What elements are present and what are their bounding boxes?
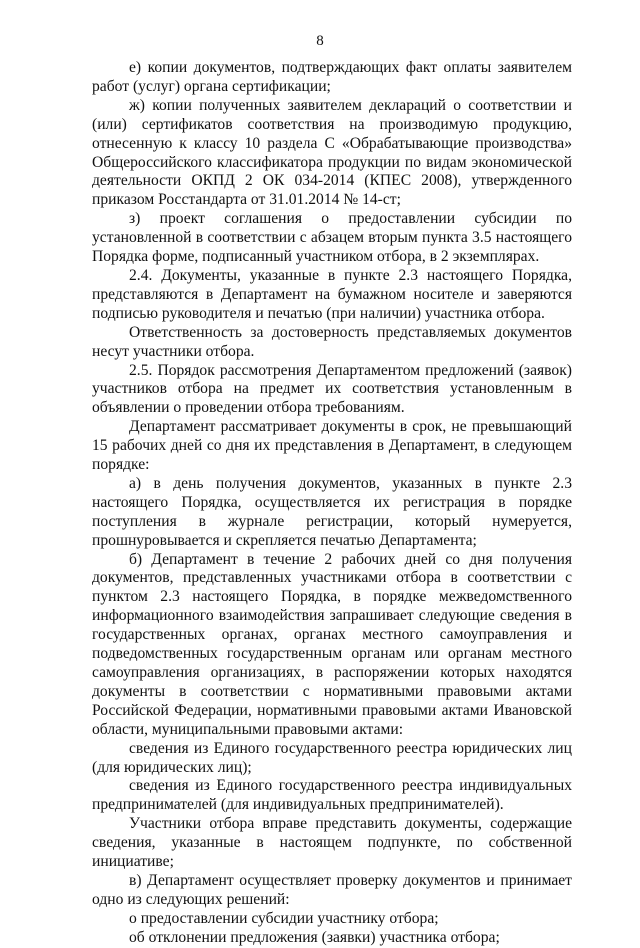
document-body: [92, 59, 572, 948]
paragraph-decision-grant: о предоставлении субсидии участнику отбора;: [129, 909, 439, 927]
paragraph-egrip: сведения из Единого государственного реестра индивидуальных предпринимателей (для индивидуальных предпринимателей).: [92, 777, 572, 814]
page-number: 8: [316, 33, 324, 49]
paragraph-z: з) проект соглашения о предоставлении субсидии по установленной в соответствии с абзацем вторым пункта 3.5 настоящего Порядка форме, подписанный участником отбора, в 2 экземплярах.: [92, 210, 572, 266]
paragraph-2-5: 2.5. Порядок рассмотрения Департаментом предложений (заявок) участников отбора на предмет их соответствия установленным в объявлении о проведении отбора требованиям.: [92, 361, 572, 417]
paragraph-e: е) копии документов, подтверждающих факт оплаты заявителем работ (услуг) органа сертификации;: [92, 59, 572, 95]
paragraph-review-term: Департамент рассматривает документы в срок, не превышающий 15 рабочих дней со дня их представления в Департамент, в следующем порядке:: [92, 418, 572, 474]
paragraph-responsibility: Ответственность за достоверность представляемых документов несут участники отбора.: [92, 323, 572, 360]
paragraph-decision-reject: об отклонении предложения (заявки) участника отбора;: [129, 928, 500, 946]
paragraph-own-initiative: Участники отбора вправе представить документы, содержащие сведения, указанные в настоящем подпункте, по собственной инициативе;: [92, 815, 572, 871]
paragraph-b: б) Департамент в течение 2 рабочих дней со дня получения документов, представленных участниками отбора в соответствии с пунктом 2.3 настоящего Порядка, в порядке межведомственного информационного взаимодействия запрашивает следующие сведения в государственных органах, органах местного самоуправления и подведомственных государственным органам или органам местного самоуправления организациях, в распоряжении которых находятся документы в соответствии с нормативными правовыми актами Российской Федерации, нормативными правовыми актами Ивановской области, муниципальными правовыми актами:: [92, 550, 572, 738]
paragraph-v: в) Департамент осуществляет проверку документов и принимает одно из следующих решений:: [92, 871, 572, 908]
paragraph-egrul: сведения из Единого государственного реестра юридических лиц (для юридических лиц);: [92, 739, 572, 776]
paragraph-zh: ж) копии полученных заявителем деклараций о соответствии и (или) сертификатов соответствия на производимую продукцию, отнесенную к классу 10 раздела С «Обрабатывающие производства» Общероссийского классификатора продукции по видам экономической деятельности ОКПД 2 ОК 034-2014 (КПЕС 2008), утвержденного приказом Росстандарта от 31.01.2014 № 14-ст;: [92, 96, 572, 209]
paragraph-2-4: 2.4. Документы, указанные в пункте 2.3 настоящего Порядка, представляются в Департамент на бумажном носителе и заверяются подписью руководителя и печатью (при наличии) участника отбора.: [92, 266, 572, 322]
paragraph-a: а) в день получения документов, указанных в пункте 2.3 настоящего Порядка, осуществляется их регистрация в порядке поступления в журнале регистрации, который нумеруется, прошнуровывается и скрепляется печатью Департамента;: [92, 474, 572, 549]
